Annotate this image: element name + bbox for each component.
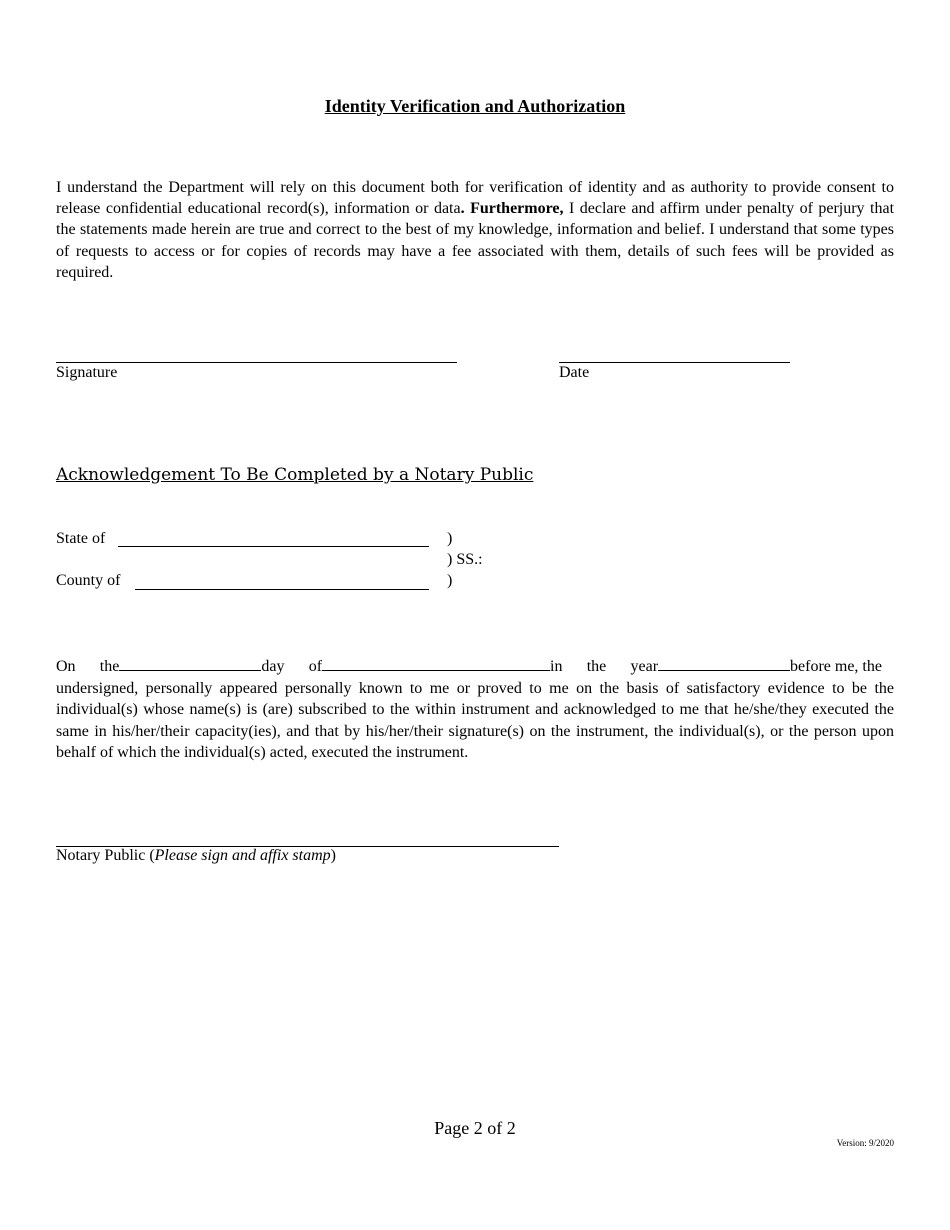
word-on: On	[56, 658, 76, 675]
year-blank[interactable]	[658, 654, 790, 671]
word-before-me: before me, the	[790, 658, 882, 675]
notary-label-close: )	[330, 847, 336, 864]
word-year: year	[630, 658, 659, 675]
word-in: in	[550, 658, 563, 675]
venue-paren-top: )	[447, 530, 453, 547]
word-the-2: the	[586, 658, 607, 675]
state-line[interactable]	[118, 546, 429, 547]
signature-line[interactable]	[56, 362, 457, 363]
venue-paren-bottom: )	[447, 572, 453, 589]
date-line[interactable]	[559, 362, 790, 363]
day-blank[interactable]	[119, 654, 261, 671]
word-the: the	[99, 658, 120, 675]
month-blank[interactable]	[322, 654, 550, 671]
notary-statement-rest: undersigned, personally appeared personally known to me or proved to me on the basis of satisfactory evidence to be the individual(s) whose name(s) is (are) subscribed to the within instrument and acknowledged to me that he/she/they executed the same in his/her/their capacity(ies), and that by his/her/their signature(s) on the instrument, the individual(s), or the person upon behalf of which the individual(s) acted, executed the instrument.	[56, 679, 894, 762]
declaration-text-part1: I understand the Department will rely on this document both for verification of identity and as authority to provide consent to release confidential educational record(s), information or data	[56, 179, 894, 218]
state-label: State of	[56, 530, 106, 547]
notary-statement	[56, 654, 894, 764]
declaration-bold-furthermore: Furthermore,	[470, 200, 564, 218]
county-label: County of	[56, 572, 121, 589]
declaration-text-part2: I declare and affirm under penalty of perjury that the statements made herein are true and correct to the best of my knowledge, information and belief. I understand that some types of requests to access or for copies of records may have a fee associated with them, details of such fees will be provided as required.	[56, 200, 895, 281]
county-line[interactable]	[135, 589, 429, 590]
declaration-paragraph	[56, 177, 894, 283]
document-title: Identity Verification and Authorization	[324, 96, 626, 116]
acknowledgement-heading: Acknowledgement To Be Completed by a Notary Public	[56, 465, 534, 485]
page-number: Page 2 of 2	[434, 1118, 516, 1138]
word-day: day	[261, 658, 285, 675]
notary-label-text: Notary Public (	[56, 847, 155, 864]
notary-signature-label	[56, 847, 336, 865]
notary-label-italic: Please sign and affix stamp	[154, 847, 331, 864]
version-label: Version: 9/2020	[836, 1138, 894, 1148]
date-label: Date	[559, 364, 590, 381]
declaration-period: .	[460, 200, 465, 218]
word-of: of	[308, 658, 323, 675]
venue-ss: ) SS.:	[447, 551, 483, 568]
notary-statement-first-line	[56, 654, 894, 678]
signature-label: Signature	[56, 364, 118, 381]
